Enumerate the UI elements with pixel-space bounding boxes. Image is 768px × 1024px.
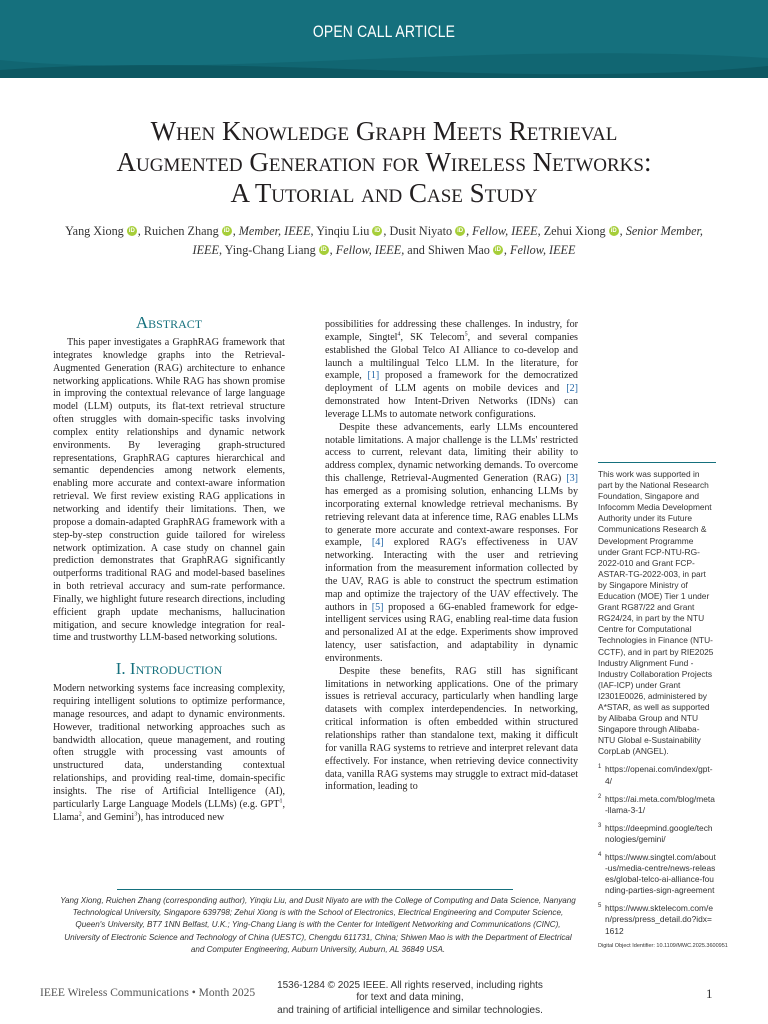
citation-link[interactable]: [1] (367, 370, 380, 382)
footnote-url-link[interactable]: https://ai.meta.com/blog/meta-llama-3-1/ (605, 793, 715, 815)
footer-bullet: • (191, 987, 196, 999)
footnote-item (598, 903, 716, 936)
footnote-url-link[interactable]: https://deepmind.google/technologies/gemini/ (605, 822, 713, 844)
middle-column (325, 319, 578, 794)
left-column (53, 313, 285, 825)
title-line-2: Augmented Generation for Wireless Networks: (116, 147, 652, 177)
author-name: Dusit Niyato (389, 224, 453, 238)
orcid-icon[interactable]: iD (223, 228, 230, 234)
copyright-notice: 1536-1284 © 2025 IEEE. All rights reserved, including rights for text and data mining, and training of artificial intelligence and similar technologies. (277, 980, 543, 1016)
article-type-label: OPEN CALL ARTICLE (312, 22, 456, 41)
introduction-paragraph: Modern networking systems face increasing complexity, requiring intelligent solutions to optimize performance, manage resources, and adapt to dynamic environments. However, traditional networking approaches such as bandwidth allocation, queue management, and routing often struggle with processing vast amounts of unstructured data, understanding contextual relationships, and providing real-time, domain-specific insights. The rise of Artificial Intelligence (AI), particularly Large Language Models (LLMs) (e.g. GPT$^1$, Llama$^2$, and Gemini$^3$), has introduced new (53, 683, 285, 823)
footnote-marker: 1 (279, 798, 283, 805)
sidebar-divider (598, 462, 716, 463)
footnote-url-link[interactable]: https://www.sktelecom.com/en/press/press_detail.do?idx=1612 (605, 903, 713, 936)
author-name: Ruichen Zhang (143, 224, 219, 238)
footnote-marker: 3 (134, 811, 138, 818)
abstract-text: This paper investigates a GraphRAG framework that integrates knowledge graphs into the Retrieval-Augmented Generation (RAG) architecture to enhance networking applications. While RAG has shown promise in improving the contextual relevance of large language model (LLM) outputs, its flat-text retrieval structure often struggles with domain-specific tasks involving complex entity relationships and dynamic network environments. By leveraging graph-structured representations, GraphRAG captures hierarchical and semantic dependencies among network elements, enabling more accurate and context-aware information retrieval. We first review existing RAG applications in networking and identify their limitations. Then, we propose a domain-adapted GraphRAG framework with a step-by-step construction guide tailored for wireless network optimization. A case study on channel gain prediction demonstrates that GraphRAG significantly outperforms traditional RAG and model-based baselines in both retrieval accuracy and sum-rate performance. Finally, we highlight future research directions, including efficient graph update mechanisms, hallucination mitigation, and secure knowledge integration for real-time and trustworthy LLM-based networking solutions. (53, 337, 286, 644)
body-paragraph: possibilities for addressing these challenges. In industry, for example, Singtel$^4$, SK Telecom$^5$, and several companies established the Global Telco AI Alliance to co-develop and launch a multilingual Telco LLM. In the literature, for example, [1] proposed a framework for the democratized deployment of LLM agents on mobile devices and [2] demonstrated how Intent-Driven Networks (IDNs) can leverage LLMs to automate network configurations. (325, 319, 578, 420)
footnote-item (598, 823, 716, 845)
orcid-icon[interactable]: iD (320, 247, 327, 253)
footnote-number: 2 (598, 793, 602, 800)
author-membership: Fellow, IEEE (472, 224, 538, 238)
author-membership: Member, IEEE (238, 224, 311, 238)
orcid-icon[interactable]: iD (128, 228, 135, 234)
page-number: 1 (706, 986, 713, 1001)
citation-link[interactable]: [4] (371, 537, 384, 549)
author-list: Yang Xiong iD , Ruichen Zhang iD , Member, IEEE, Yinqiu Liu iD , Dusit Niyato iD , Fellow, IEEE, Zehui Xiong iD , Senior Member, IEEE, Ying-Chang Liang iD , Fellow, IEEE, and Shiwen Mao iD , Fellow, IEEE (65, 224, 703, 257)
footnote-marker: 2 (78, 811, 82, 818)
orcid-icon[interactable]: iD (494, 247, 501, 253)
body-paragraph: Despite these benefits, RAG still has significant limitations in networking applications. One of the primary issues is retrieval accuracy, particularly when handling large datasets with complex interdependencies. In networking, critical information is often embedded within structured relationships rather than standalone text, making it difficult for vanilla RAG systems to retrieve and interpret relevant data effectively. For instance, when retrieving device connectivity data, vanilla RAG systems may struggle to extract mid-dataset information, leading to (325, 665, 578, 793)
footnote-item (598, 794, 716, 816)
title-line-3: A Tutorial and Case Study (230, 178, 538, 208)
footnote-number: 5 (598, 903, 602, 910)
footnote-number: 4 (598, 852, 602, 858)
issue-date: Month 2025 (198, 987, 256, 999)
footnote-marker: 4 (397, 331, 401, 338)
citation-link[interactable]: [5] (371, 601, 384, 613)
footnote-list (598, 764, 716, 936)
funding-note: This work was supported in part by the National Research Foundation, Singapore and Infocomm Media Development Authority under its Future Communications Research & Development Programme under Grant FCP-NTU-RG-2022-010 and Grant FCP-ASTAR-TG-2022-003, in part by Singapore Ministry of Education (MOE) Tier 1 under Grant RG87/22 and Grant RG24/24, in part by the NTU Centre for Computational Technologies in Finance (NTU-CCTF), and in part by RIE2025 Industry Alignment Fund - Industry Collaboration Projects (IAF-ICP) under Grant I2301E0026, administered by A*STAR, as well as supported by Alibaba Group and NTU Singapore through Alibaba-NTU Global e-Sustainability CorpLab (ANGEL). (598, 469, 714, 757)
body-paragraph: Despite these advancements, early LLMs encountered notable limitations. A major challenge is the LLMs' restricted access to current, relevant data, limiting their ability to address complex, dynamic networking demands. To overcome this challenge, Retrieval-Augmented Generation (RAG) [3] has emerged as a promising solution, enhancing LLMs by incorporating external knowledge retrieval mechanisms. By retrieving relevant data at inference time, RAG enables LLMs to generate more accurate and context-aware responses. For example, [4] explored RAG's effectiveness in UAV networking. Interacting with the user and retrieving information from the measurement information collected by the UAV, RAG is able to construct the spectrum estimation map and optimize the trajectory of the UAV effectively. The authors in [5] proposed a 6G-enabled framework for edge-intelligent services using RAG, enabling real-time data fusion and personalized AI at the edge. Experiments show improved latency, user satisfaction, and adaptability in dynamic environments. (325, 421, 578, 664)
footnote-number: 1 (598, 764, 602, 771)
citation-link[interactable]: [2] (566, 383, 578, 395)
footnote-marker: 5 (464, 331, 468, 338)
author-membership: Senior Member, IEEE (192, 224, 703, 257)
author-membership: Fellow, IEEE (335, 243, 402, 257)
author-name: Ying-Chang Liang (224, 243, 316, 257)
journal-footer (40, 987, 255, 999)
footnote-number: 3 (598, 822, 602, 829)
abstract-heading: Abstract (135, 313, 203, 332)
orcid-icon[interactable]: iD (457, 228, 464, 234)
header-banner (0, 0, 768, 78)
orcid-icon[interactable]: iD (610, 228, 617, 234)
author-name: Yang Xiong (65, 224, 124, 238)
author-membership: Fellow, IEEE (510, 243, 576, 257)
affiliation-divider (117, 889, 513, 890)
footnote-item (598, 764, 716, 786)
author-name: Yinqiu Liu (316, 224, 370, 238)
author-name: Zehui Xiong (543, 224, 606, 238)
sidebar-column (598, 462, 716, 937)
orcid-icon[interactable]: iD (374, 228, 381, 234)
doi-label: Digital Object Identifier: 10.1109/MWC.2025.3600951 (598, 943, 728, 949)
journal-name: IEEE Wireless Communications (40, 987, 189, 999)
footnote-url-link[interactable]: https://www.singtel.com/about-us/media-centre/news-releases/global-telco-ai-alliance-founding-parties-sign-agreement (605, 852, 716, 896)
footnote-url-link[interactable]: https://openai.com/index/gpt-4/ (605, 764, 713, 786)
citation-link[interactable]: [3] (566, 473, 578, 485)
introduction-heading: I. Introduction (115, 659, 223, 679)
affiliation-note: Yang Xiong, Ruichen Zhang (corresponding author), Yinqiu Liu, and Dusit Niyato are with the College of Computing and Data Science, Nanyang Technological University, Singapore 639798; Zehui Xiong is with the School of Electronics, Electrical Engineering and Computer Science, Queen's University, BT7 1NN Belfast, U.K.; Ying-Chang Liang is with the Center for Intelligent Networking and Communications (CINC), University of Electronic Science and Technology of China (UESTC), Chengdu 611731, China; Shiwen Mao is with the Department of Electrical and Computer Engineering, Auburn University, Auburn, AL 36849 USA. (60, 896, 576, 954)
title-line-1: When Knowledge Graph Meets Retrieval (150, 116, 618, 146)
author-name: Shiwen Mao (427, 243, 490, 257)
paper-title (40, 116, 728, 209)
footnote-item (598, 852, 716, 896)
